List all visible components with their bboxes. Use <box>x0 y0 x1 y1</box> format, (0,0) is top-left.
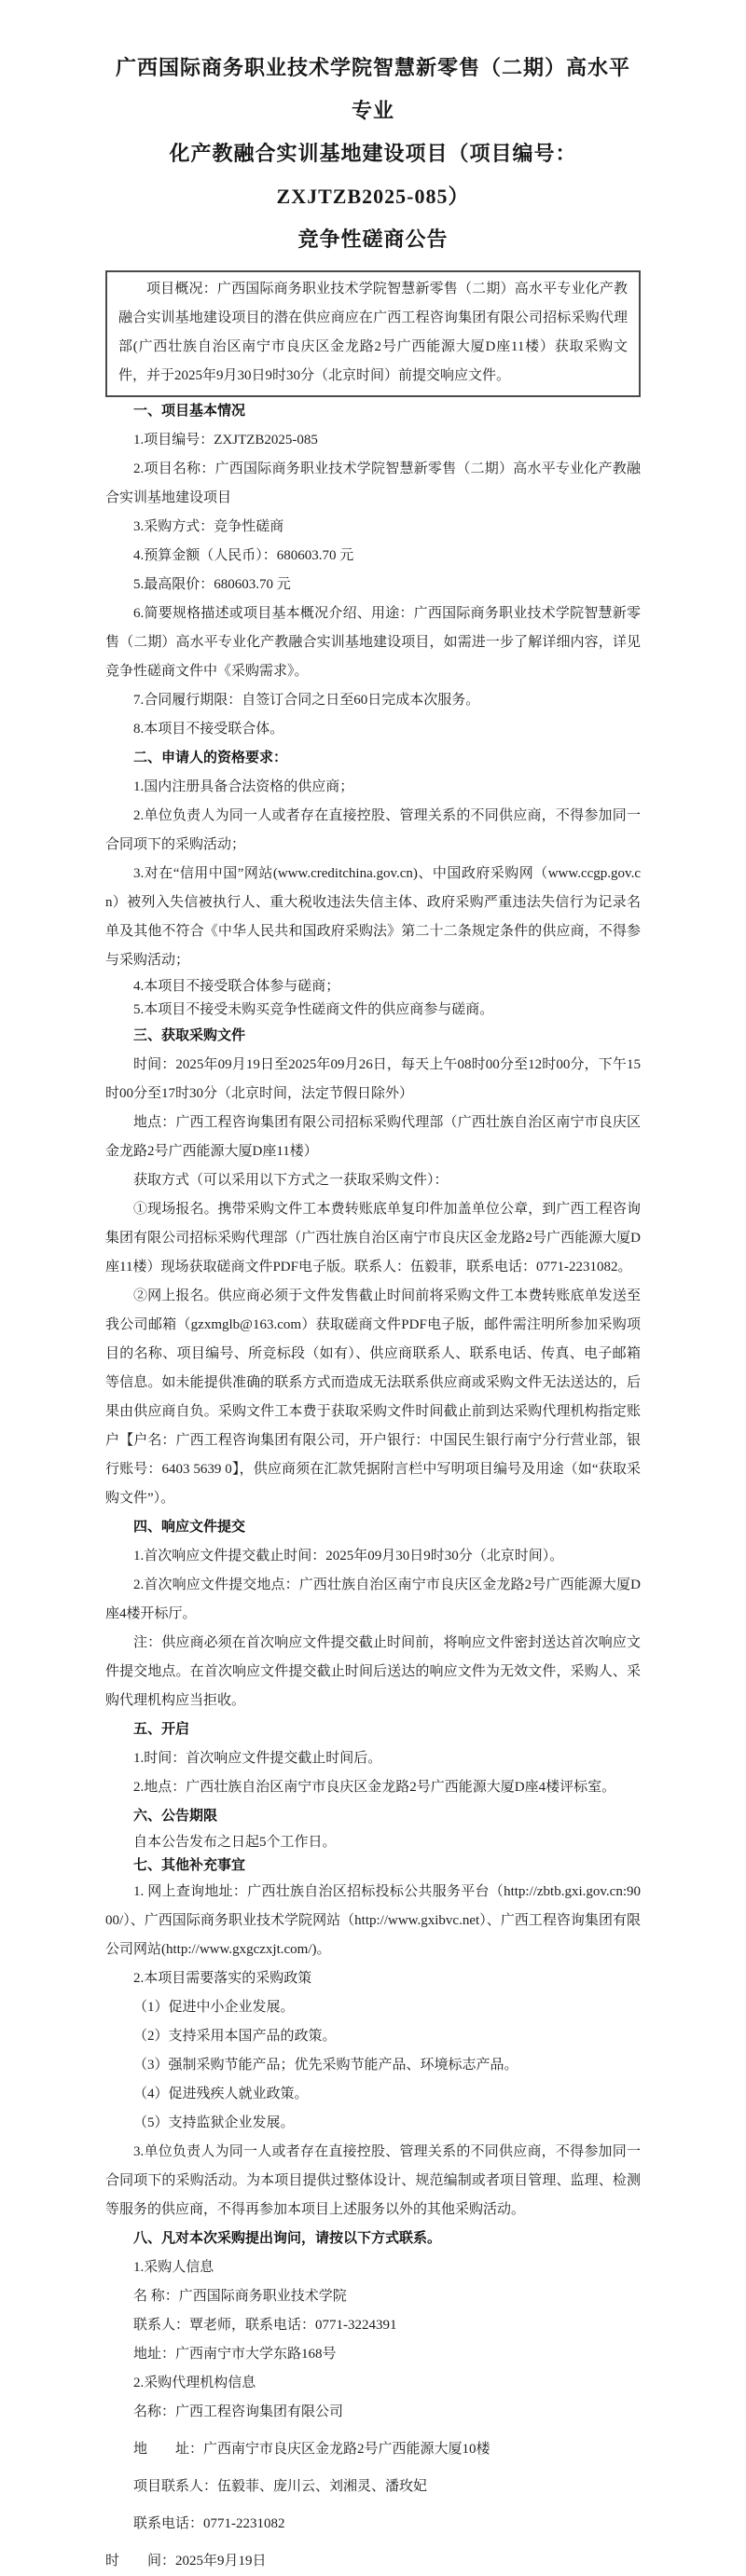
buyer-address: 地址：广西南宁市大学东路168号 <box>133 2347 337 2362</box>
section-3-heading: 三、获取采购文件 <box>133 1028 246 1043</box>
policy-item-3: （3）强制采购节能产品；优先采购节能产品、环境标志产品。 <box>133 2058 518 2073</box>
buyer-info-label: 1.采购人信息 <box>133 2260 214 2275</box>
policy-item-2: （2）支持采用本国产品的政策。 <box>133 2029 337 2044</box>
supplier-restriction: 3.单位负责人为同一人或者存在直接控股、管理关系的不同供应商，不得参加同一合同项下的采购活动。为本项目提供过整体设计、规范编制或者项目管理、监理、检测等服务的供应商，不得再参加本项目上述服务以外的其他采购活动。 <box>105 2144 641 2217</box>
qualification-item-1: 1.国内注册具备合法资格的供应商； <box>133 779 354 794</box>
agency-address: 地 址：广西南宁市良庆区金龙路2号广西能源大厦10楼 <box>133 2442 490 2457</box>
document-obtain-place: 地点：广西工程咨询集团有限公司招标采购代理部（广西壮族自治区南宁市良庆区金龙路2号广西能源大厦D座11楼） <box>105 1115 641 1159</box>
qualification-item-2: 2.单位负责人为同一人或者存在直接控股、管理关系的不同供应商，不得参加同一合同项下的采购活动； <box>105 808 641 852</box>
budget-amount: 4.预算金额（人民币）：680603.70 元 <box>133 548 354 563</box>
qualification-item-3: 3.对在“信用中国”网站(www.creditchina.gov.cn)、中国政府采购网（www.ccgp.gov.cn）被列入失信被执行人、重大税收违法失信主体、政府采购严重违法失信行为记录名单及其他不符合《中华人民共和国政府采购法》第二十二条规定条件的供应商，不得参与采购活动； <box>105 866 641 968</box>
contract-period: 7.合同履行期限：自签订合同之日至60日完成本次服务。 <box>133 693 480 708</box>
opening-place: 2.地点：广西壮族自治区南宁市良庆区金龙路2号广西能源大厦D座4楼评标室。 <box>133 1780 616 1795</box>
section-7-heading: 七、其他补充事宜 <box>133 1858 246 1873</box>
response-note: 注：供应商必须在首次响应文件提交截止时间前，将响应文件密封送达首次响应文件提交地点。在首次响应文件提交截止时间后送达的响应文件为无效文件，采购人、采购代理机构应当拒收。 <box>105 1635 641 1708</box>
announcement-date: 时 间：2025年9月19日 <box>105 2554 267 2569</box>
document-title-line-3: 竞争性磋商公告 <box>297 227 449 251</box>
response-deadline: 1.首次响应文件提交截止时间：2025年09月30日9时30分（北京时间）。 <box>133 1549 564 1564</box>
policy-item-1: （1）促进中小企业发展。 <box>133 2000 295 2015</box>
document-obtain-method-intro: 获取方式（可以采用以下方式之一获取采购文件）： <box>133 1173 449 1188</box>
document-obtain-method-onsite: ①现场报名。携带采购文件工本费转账底单复印件加盖单位公章，到广西工程咨询集团有限公司招标采购代理部（广西壮族自治区南宁市良庆区金龙路2号广西能源大厦D座11楼）现场获取磋商文件PDF电子版。联系人：伍毅菲，联系电话：0771-2231082。 <box>105 1202 641 1274</box>
qualification-item-4: 4.本项目不接受联合体参与磋商； <box>133 979 340 994</box>
agency-phone: 联系电话：0771-2231082 <box>133 2516 285 2531</box>
project-overview-text: 项目概况：广西国际商务职业技术学院智慧新零售（二期）高水平专业化产教融合实训基地建设项目的潜在供应商应在广西工程咨询集团有限公司招标采购代理部(广西壮族自治区南宁市良庆区金龙路2号广西能源大厦D座11楼）获取采购文件，并于2025年9月30日9时30分（北京时间）前提交响应文件。 <box>118 282 628 383</box>
document-title-line-1: 广西国际商务职业技术学院智慧新零售（二期）高水平专业 <box>115 56 630 122</box>
policy-intro: 2.本项目需要落实的采购政策 <box>133 1971 312 1986</box>
agency-contacts: 项目联系人：伍毅菲、庞川云、刘湘灵、潘玫妃 <box>133 2479 428 2494</box>
section-2-heading: 二、申请人的资格要求： <box>133 751 288 765</box>
online-query-address: 1. 网上查询地址：广西壮族自治区招标投标公共服务平台（http://zbtb.gxi.gov.cn:9000/）、广西国际商务职业技术学院网站（http://www.gxibvc.net）、广西工程咨询集团有限公司网站(http://www.gxgczxjt.com/)。 <box>105 1884 641 1957</box>
document-content <box>105 0 641 2576</box>
project-name: 2.项目名称：广西国际商务职业技术学院智慧新零售（二期）高水平专业化产教融合实训基地建设项目 <box>105 461 641 505</box>
no-consortium-note: 8.本项目不接受联合体。 <box>133 722 284 737</box>
section-6-heading: 六、公告期限 <box>133 1809 218 1824</box>
section-5-heading: 五、开启 <box>133 1722 190 1737</box>
buyer-contact: 联系人：覃老师，联系电话：0771-3224391 <box>133 2318 397 2333</box>
max-price: 5.最高限价：680603.70 元 <box>133 577 291 592</box>
buyer-name: 名 称：广西国际商务职业技术学院 <box>133 2289 347 2304</box>
section-1-heading: 一、项目基本情况 <box>133 404 246 419</box>
policy-item-5: （5）支持监狱企业发展。 <box>133 2115 295 2130</box>
document-title-line-2: 化产教融合实训基地建设项目（项目编号：ZXJTZB2025-085） <box>169 142 577 208</box>
project-description: 6.简要规格描述或项目基本概况介绍、用途：广西国际商务职业技术学院智慧新零售（二期）高水平专业化产教融合实训基地建设项目，如需进一步了解详细内容，详见竞争性磋商文件中《采购需求》。 <box>105 606 641 679</box>
announcement-duration: 自本公告发布之日起5个工作日。 <box>133 1835 337 1850</box>
agency-name: 名称：广西工程咨询集团有限公司 <box>133 2404 344 2419</box>
agency-info-label: 2.采购代理机构信息 <box>133 2376 256 2390</box>
response-place: 2.首次响应文件提交地点：广西壮族自治区南宁市良庆区金龙路2号广西能源大厦D座4楼开标厅。 <box>105 1577 641 1621</box>
qualification-item-5: 5.本项目不接受未购买竞争性磋商文件的供应商参与磋商。 <box>133 1002 494 1017</box>
opening-time: 1.时间：首次响应文件提交截止时间后。 <box>133 1751 382 1766</box>
project-overview-box <box>105 270 641 397</box>
document-obtain-time: 时间：2025年09月19日至2025年09月26日，每天上午08时00分至12时00分，下午15时00分至17时30分（北京时间，法定节假日除外） <box>105 1057 641 1101</box>
procurement-method: 3.采购方式：竞争性磋商 <box>133 519 284 534</box>
project-number: 1.项目编号：ZXJTZB2025-085 <box>133 433 318 448</box>
policy-item-4: （4）促进残疾人就业政策。 <box>133 2087 309 2101</box>
section-4-heading: 四、响应文件提交 <box>133 1520 246 1535</box>
section-8-heading: 八、凡对本次采购提出询问，请按以下方式联系。 <box>133 2231 442 2246</box>
document-obtain-method-online: ②网上报名。供应商必须于文件发售截止时间前将采购文件工本费转账底单发送至我公司邮箱（gzxmglb@163.com）获取磋商文件PDF电子版，邮件需注明所参加采购项目的名称、项目编号、所竞标段（如有）、供应商联系人、联系电话、传真、电子邮箱等信息。如未能提供准确的联系方式而造成无法联系供应商或采购文件无法送达的，后果由供应商自负。采购文件工本费于获取采购文件时间截止前到达采购代理机构指定账户【户名：广西工程咨询集团有限公司，开户银行：中国民生银行南宁分行营业部，银行账号：6403 5639 0】，供应商须在汇款凭据附言栏中写明项目编号及用途（如“获取采购文件”）。 <box>105 1288 641 1506</box>
